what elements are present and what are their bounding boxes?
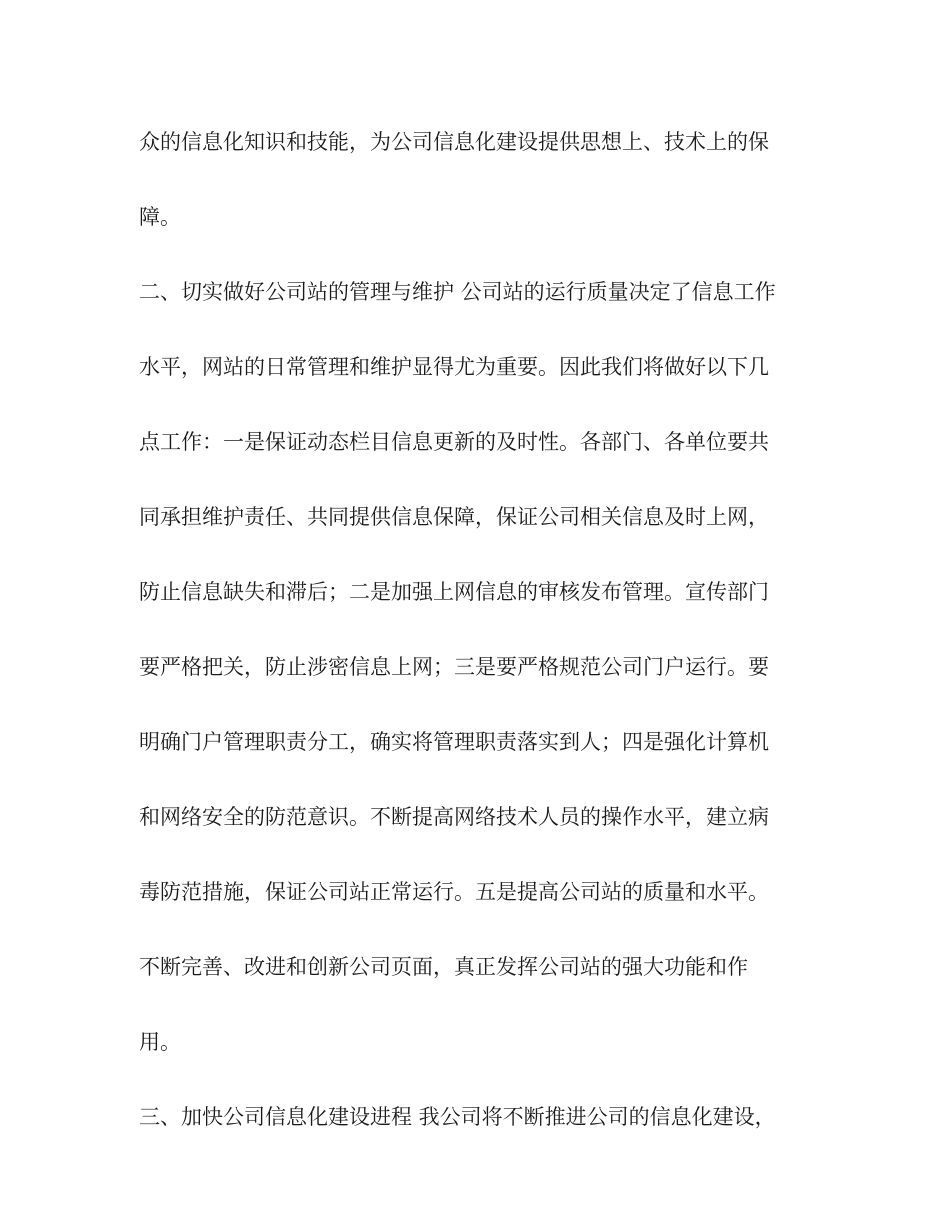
body-text-line: 明确门户管理职责分工，确实将管理职责落实到人；四是强化计算机	[139, 730, 769, 754]
body-text-line: 用。	[139, 1030, 181, 1054]
section-heading-line: 二、切实做好公司站的管理与维护 公司站的运行质量决定了信息工作	[139, 280, 776, 304]
body-text-line: 防止信息缺失和滞后；二是加强上网信息的审核发布管理。宣传部门	[139, 580, 769, 604]
body-text-line: 障。	[139, 205, 181, 229]
body-text-line: 不断完善、改进和创新公司页面，真正发挥公司站的强大功能和作	[139, 955, 748, 979]
body-text-line: 众的信息化知识和技能，为公司信息化建设提供思想上、技术上的保	[139, 130, 769, 154]
body-text-line: 毒防范措施，保证公司站正常运行。五是提高公司站的质量和水平。	[139, 880, 769, 904]
body-text-line: 水平，网站的日常管理和维护显得尤为重要。因此我们将做好以下几	[139, 355, 769, 379]
body-text-line: 和网络安全的防范意识。不断提高网络技术人员的操作水平，建立病	[139, 805, 769, 829]
section-heading-line: 三、加快公司信息化建设进程 我公司将不断推进公司的信息化建设，	[139, 1105, 776, 1129]
body-text-line: 要严格把关，防止涉密信息上网；三是要严格规范公司门户运行。要	[139, 655, 769, 679]
body-text-line: 同承担维护责任、共同提供信息保障，保证公司相关信息及时上网，	[139, 505, 769, 529]
body-text-line: 点工作：一是保证动态栏目信息更新的及时性。各部门、各单位要共	[139, 430, 769, 454]
